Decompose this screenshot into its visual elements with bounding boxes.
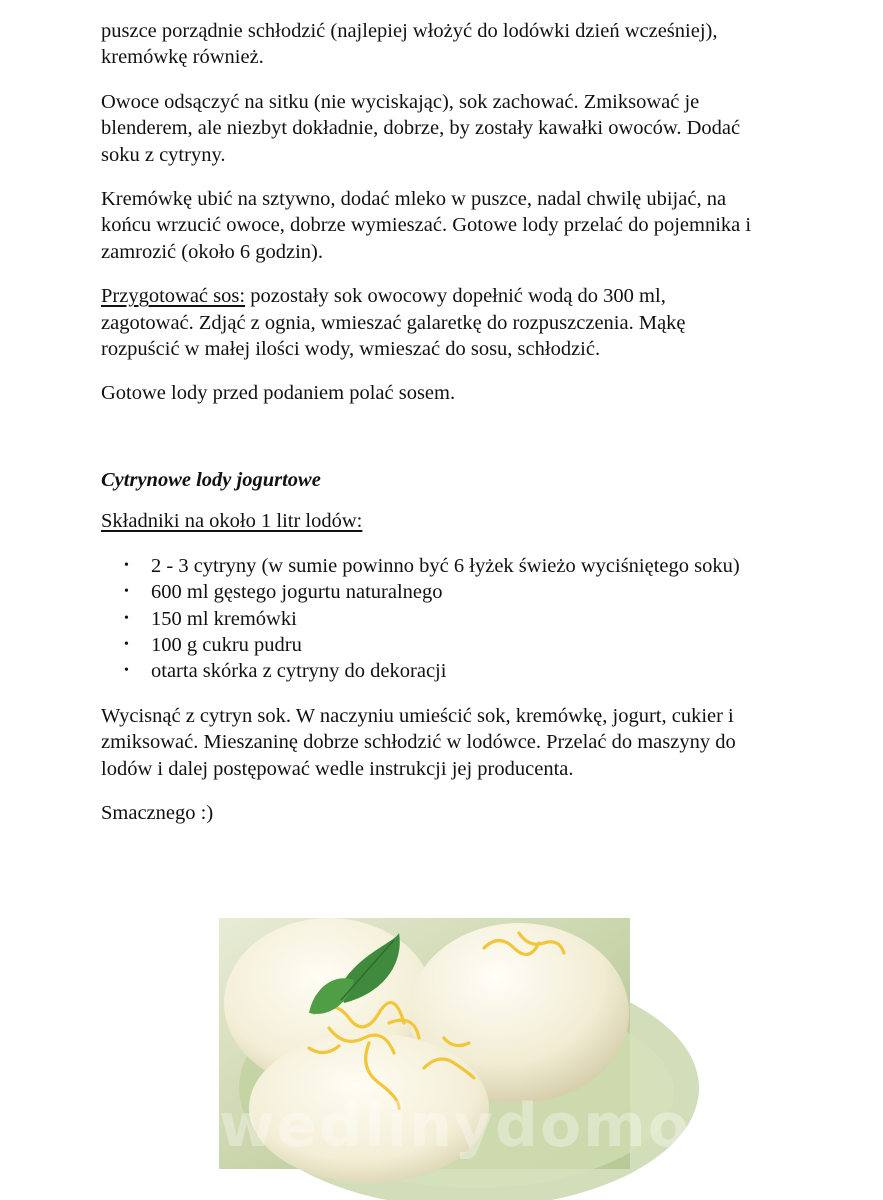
ingredient-text: 150 ml kremówki <box>151 607 297 630</box>
ingredient-text: 600 ml gęstego jogurtu naturalnego <box>151 581 443 604</box>
recipe-title: Cytrynowe lody jogurtowe <box>101 468 321 491</box>
paragraph-instructions: Wycisnąć z cytryn sok. W naczyniu umieścić sok, kremówkę, jogurt, cukier i zmiksować. Mieszaninę dobrze schłodzić w lodówce. Przelać do maszyny do lodów i dalej postępować wedle instrukcji jej producenta. <box>101 704 736 780</box>
sauce-label: Przygotować sos: <box>101 285 246 308</box>
list-item <box>101 658 761 684</box>
list-item <box>101 632 761 658</box>
bullet-icon: • <box>124 610 129 626</box>
paragraph-closing: Smacznego :) <box>101 801 214 824</box>
bullet-icon: • <box>124 663 129 679</box>
list-item <box>101 579 761 605</box>
bullet-icon: • <box>124 636 129 652</box>
list-item <box>101 553 761 579</box>
watermark-text: wedlinydomowe.pl <box>219 1091 883 1161</box>
ingredient-text: 2 - 3 cytryny (w sumie powinno być 6 łyżek świeżo wyciśniętego soku) <box>151 554 740 577</box>
paragraph-serving: Gotowe lody przed podaniem polać sosem. <box>101 382 456 405</box>
paragraph-whip-cream: Kremówkę ubić na sztywno, dodać mleko w puszce, nadal chwilę ubijać, na końcu wrzucić owoce, dobrze wymieszać. Gotowe lody przelać do pojemnika i zamrozić (około 6 godzin). <box>101 188 752 263</box>
bullet-icon: • <box>124 557 129 573</box>
paragraph-chill: puszce porządnie schłodzić (najlepiej włożyć do lodówki dzień wcześniej), kremówkę również. <box>101 20 718 69</box>
ice-cream-photo <box>219 918 883 1169</box>
ingredient-text: otarta skórka z cytryny do dekoracji <box>151 660 447 683</box>
ingredients-heading: Składniki na około 1 litr lodów: <box>101 510 363 533</box>
ingredient-text: 100 g cukru pudru <box>151 633 302 656</box>
paragraph-sauce <box>101 283 761 362</box>
sauce-text: pozostały sok owocowy dopełnić wodą do 300 ml, zagotować. Zdjąć z ognia, wmieszać galaretkę do rozpuszczenia. Mąkę rozpuścić w małej ilości wody, wmieszać do sosu, schłodzić. <box>101 285 686 361</box>
bullet-icon: • <box>124 584 129 600</box>
section-spacer <box>101 425 761 467</box>
ingredients-list <box>101 553 761 685</box>
paragraph-fruit: Owoce odsączyć na sitku (nie wyciskając), sok zachować. Zmiksować je blenderem, ale niezbyt dokładnie, dobrze, by zostały kawałki owoców. Dodać soku z cytryny. <box>101 90 741 166</box>
list-item <box>101 606 761 632</box>
document-page <box>101 18 761 844</box>
